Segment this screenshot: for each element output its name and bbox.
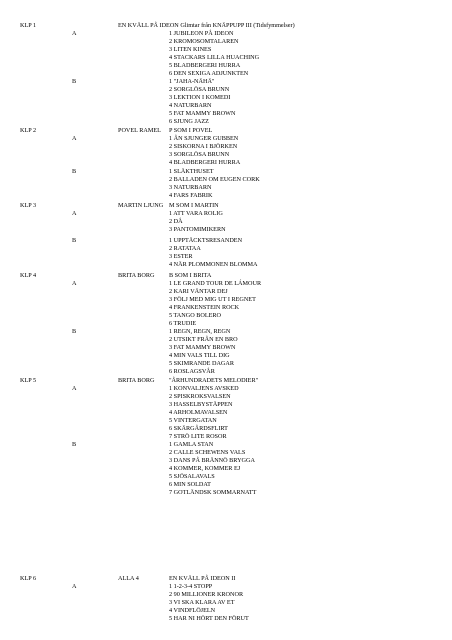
album-number: KLP 2 (20, 127, 37, 134)
track-title: 7 STRÖ LITE ROSOR (169, 433, 227, 440)
track-title: 3 LITEN KINES (169, 46, 212, 53)
track-title: 3 ESTER (169, 253, 193, 260)
album-number: KLP 1 (20, 22, 37, 29)
track-title: 6 SJUNG JAZZ (169, 118, 209, 125)
album-number: KLP 3 (20, 202, 37, 209)
track-title: 1 LE GRAND TOUR DE LÁMOUR (169, 280, 262, 287)
side-label: B (72, 237, 77, 244)
track-title: 5 SKIMRANDE DAGAR (169, 360, 234, 367)
track-title: 1 "JAHA-NÄHÄ" (169, 78, 215, 85)
album-artist: ALLA 4 (118, 575, 139, 582)
album-number: KLP 4 (20, 272, 37, 279)
track-title: 4 VINDFLÖJELN (169, 607, 216, 614)
side-label: A (72, 280, 77, 287)
side-label: B (72, 441, 77, 448)
track-title: 1 UPPTÄCKTSRESANDEN (169, 237, 243, 244)
side-label: B (72, 78, 77, 85)
track-title: 2 DÅ (169, 218, 183, 225)
track-title: 4 ARHOLMAVALSEN (169, 409, 228, 416)
track-title: 6 DEN SEXIGA ADJUNKTEN (169, 70, 249, 77)
track-title: 3 VI SKA KLARA AV ET (169, 599, 235, 606)
track-title: 1 REGN, REGN, REGN (169, 328, 231, 335)
track-title: 3 FÖLJ MED MIG UT I REGNET (169, 296, 256, 303)
track-title: 2 BALLADEN OM EUGEN CORK (169, 176, 260, 183)
side-label: A (72, 135, 77, 142)
album-artist: MARTIN LJUNG (118, 202, 164, 209)
track-title: 1 JUBILEON PÅ IDEON (169, 30, 234, 37)
track-title: 2 KARI VÄNTAR DEJ (169, 288, 228, 295)
album-number: KLP 5 (20, 377, 37, 384)
track-title: 4 MIN VALS TILL DIG (169, 352, 230, 359)
track-title: 5 VINTERGATAN (169, 417, 217, 424)
album-artist: BRITA BORG (118, 377, 155, 384)
side-label: B (72, 328, 77, 335)
track-title: 3 LEKTION I KOMEDI (169, 94, 231, 101)
track-title: 4 NATURBARN (169, 102, 212, 109)
track-title: 4 BLADBERGERI HURRA (169, 159, 241, 166)
track-title: 4 NÄR PLOMMONEN BLOMMA (169, 261, 258, 268)
track-title: 3 NATURBARN (169, 184, 212, 191)
track-title: 5 FAT MAMMY BROWN (169, 110, 236, 117)
side-label: A (72, 583, 77, 590)
track-title: 1 KONVALJENS AVSKED (169, 385, 239, 392)
track-title: 4 STACKARS LILLA HUACHING (169, 54, 260, 61)
track-title: 3 PANTOMIMIKERN (169, 226, 226, 233)
track-title: 3 SORGLÖSA BRUNN (169, 151, 230, 158)
track-title: 5 SJÖSALAVALS (169, 473, 215, 480)
track-title: 4 KOMMER, KOMMER EJ (169, 465, 241, 472)
track-title: 2 RATATAA (169, 245, 201, 252)
album-title: "ÅRHUNDRADETS MELODIER" (169, 377, 259, 384)
track-title: 7 GOTLÄNDSK SOMMARNATT (169, 489, 257, 496)
track-title: 1 1-2-3-4 STOPP (169, 583, 213, 590)
album-title: EN KVÄLL PÅ IDEON Glimtar från KNÄPPUPP III (Tidsfymmelser) (118, 22, 295, 29)
album-number: KLP 6 (20, 575, 37, 582)
track-title: 4 FRANKENSTEIN ROCK (169, 304, 240, 311)
side-label: A (72, 30, 77, 37)
album-artist: BRITA BORG (118, 272, 155, 279)
track-title: 1 SLÄKTHUSET (169, 168, 214, 175)
track-title: 3 HASSELBYSTÄPPEN (169, 401, 233, 408)
track-title: 6 MIN SOLDAT (169, 481, 211, 488)
track-title: 1 GAMLA STAN (169, 441, 214, 448)
track-title: 6 TRUDIE (169, 320, 197, 327)
track-title: 2 KROMOSOMTALAREN (169, 38, 239, 45)
side-label: A (72, 210, 77, 217)
album-title: P SOM I POVEL (169, 127, 213, 134)
track-title: 5 TANGO BOLERO (169, 312, 221, 319)
track-title: 2 UTSIKT FRÅN EN BRO (169, 336, 238, 343)
track-title: 1 ATT VARA ROLIG (169, 210, 223, 217)
side-label: A (72, 385, 77, 392)
track-title: 6 ROSLAGSVÅR (169, 368, 215, 375)
track-title: 5 HAR NI HÖRT DEN FÖRUT (169, 615, 249, 622)
track-title: 5 BLADBERGERI HURRA (169, 62, 241, 69)
track-title: 2 SISKORNA I BJÖRKEN (169, 143, 238, 150)
track-title: 3 FAT MAMMY BROWN (169, 344, 236, 351)
track-title: 6 SKÄRGÅRDSFLIRT (169, 425, 228, 432)
track-title: 2 90 MILLIONER KRONOR (169, 591, 244, 598)
track-title: 2 SPISKROKSVALSEN (169, 393, 231, 400)
album-title: B SOM I BRITA (169, 272, 212, 279)
track-title: 1 ÅN SJUNGER GUBBEN (169, 135, 239, 142)
album-title: M SOM I MARTIN (169, 202, 219, 209)
track-title: 4 FARS FABRIK (169, 192, 213, 199)
side-label: B (72, 168, 77, 175)
track-title: 2 CALLE SCHEWENS VALS (169, 449, 246, 456)
track-title: 2 SORGLÖSA BRUNN (169, 86, 230, 93)
album-title: EN KVÄLL PÅ IDEON II (169, 575, 236, 582)
album-artist: POVEL RAMEL (118, 127, 161, 134)
track-title: 3 DANS PÅ BRÄNNÖ BRYGGA (169, 457, 255, 464)
